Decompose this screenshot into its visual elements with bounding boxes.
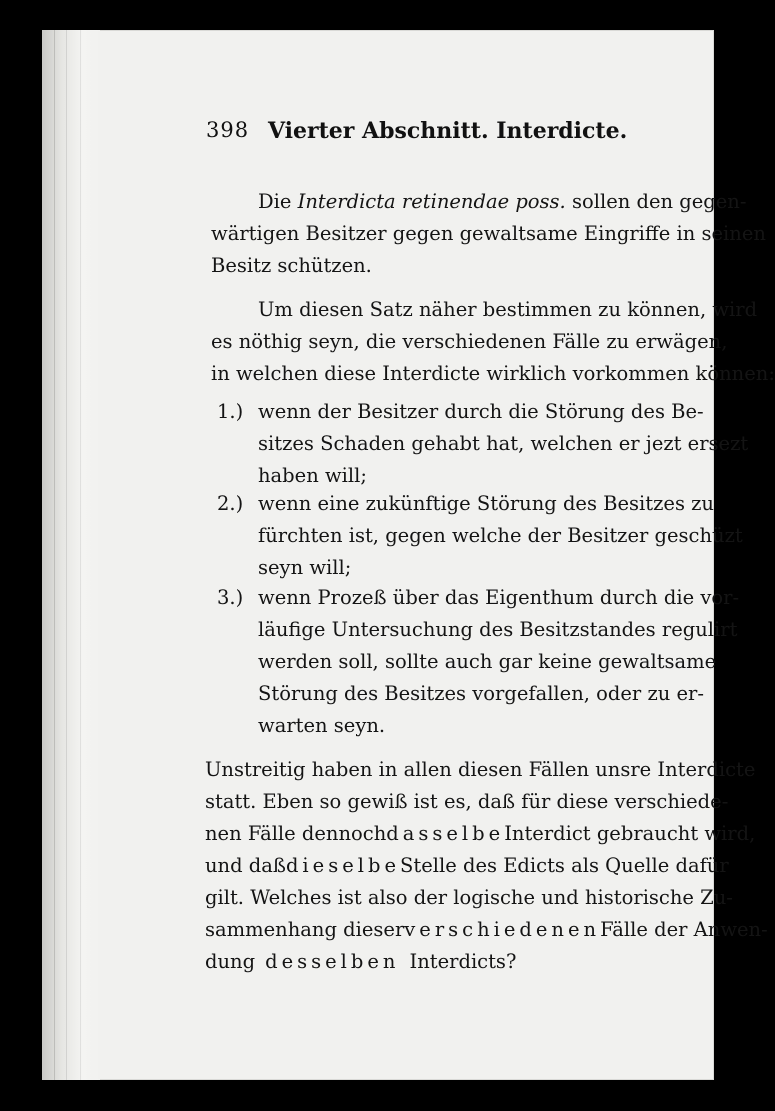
text-line: sitzes Schaden gehabt hat, welchen er jezt ersezt bbox=[258, 432, 749, 455]
running-title: Vierter Abschnitt. Interdicte. bbox=[268, 118, 628, 144]
text-line: werden soll, sollte auch gar keine gewaltsame bbox=[258, 650, 717, 673]
text-line: seyn will; bbox=[258, 556, 352, 579]
edge-line bbox=[54, 30, 55, 1080]
text-line: es nöthig seyn, die verschiedenen Fälle zu erwägen, bbox=[211, 330, 728, 353]
text-line: warten seyn. bbox=[258, 714, 386, 737]
text-line: wenn der Besitzer durch die Störung des Be- bbox=[258, 400, 704, 423]
text-fragment: Die bbox=[258, 190, 292, 213]
page-fold-edge bbox=[42, 30, 100, 1080]
latin-term: Interdicta retinendae poss. bbox=[297, 190, 566, 213]
text-line: haben will; bbox=[258, 464, 367, 487]
text-fragment: Interdict gebraucht wird, bbox=[504, 822, 756, 845]
text-fragment: nen Fälle dennoch bbox=[205, 822, 387, 845]
emphasized-word: dieselbe bbox=[285, 854, 401, 877]
case-number: 2.) bbox=[217, 492, 244, 515]
text-fragment: Interdicts? bbox=[409, 950, 517, 973]
text-line: wenn Prozeß über das Eigenthum durch die vor- bbox=[258, 586, 740, 609]
text-line: Besitz schützen. bbox=[211, 254, 372, 277]
text-line: Störung des Besitzes vorgefallen, oder zu er- bbox=[258, 682, 704, 705]
text-line: Um diesen Satz näher bestimmen zu können, wird bbox=[258, 298, 758, 321]
text-line: läufige Untersuchung des Besitzstandes regulirt bbox=[258, 618, 738, 641]
case-number: 3.) bbox=[217, 586, 244, 609]
text-line bbox=[205, 854, 729, 877]
edge-line bbox=[66, 30, 67, 1080]
edge-line bbox=[80, 30, 81, 1080]
emphasized-word: dasselbe bbox=[386, 822, 505, 845]
text-line bbox=[258, 190, 747, 213]
text-line: fürchten ist, gegen welche der Besitzer geschüzt bbox=[258, 524, 743, 547]
text-line bbox=[205, 918, 768, 941]
text-fragment: Stelle des Edicts als Quelle dafür bbox=[400, 854, 729, 877]
text-line: wärtigen Besitzer gegen gewaltsame Eingriffe in seinen bbox=[211, 222, 766, 245]
text-fragment: sollen den gegen- bbox=[571, 190, 747, 213]
text-line bbox=[205, 822, 756, 845]
text-fragment: sammenhang dieser bbox=[205, 918, 405, 941]
emphasized-word: desselben bbox=[265, 950, 400, 973]
text-fragment: und daß bbox=[205, 854, 286, 877]
text-line: Unstreitig haben in allen diesen Fällen unsre Interdicte bbox=[205, 758, 756, 781]
emphasized-word: verschiedenen bbox=[404, 918, 601, 941]
text-line: in welchen diese Interdicte wirklich vorkommen können: bbox=[211, 362, 775, 385]
text-fragment: Fälle der Anwen- bbox=[600, 918, 768, 941]
text-line: wenn eine zukünftige Störung des Besitzes zu bbox=[258, 492, 714, 515]
case-number: 1.) bbox=[217, 400, 244, 423]
text-line bbox=[205, 950, 516, 973]
text-fragment: dung bbox=[205, 950, 256, 973]
page-number: 398 bbox=[206, 118, 250, 142]
text-line: statt. Eben so gewiß ist es, daß für diese verschiede- bbox=[205, 790, 729, 813]
text-line: gilt. Welches ist also der logische und historische Zu- bbox=[205, 886, 733, 909]
page-header bbox=[206, 118, 676, 148]
